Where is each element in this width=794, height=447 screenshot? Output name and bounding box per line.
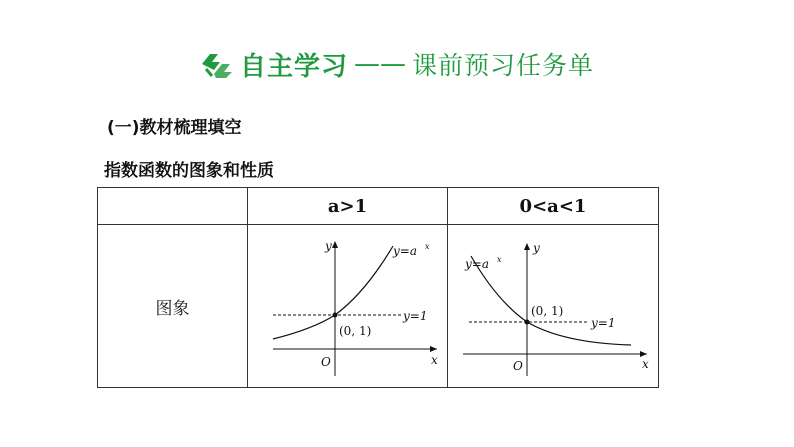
page-header [0, 44, 794, 84]
table-header-row [98, 188, 659, 225]
table-row-graph [98, 225, 659, 388]
section-label: (一)教材梳理填空 [107, 118, 242, 138]
header-subtitle: 课前预习任务单 [412, 51, 595, 80]
intercept-point [525, 320, 530, 325]
exponential-growth-curve [273, 246, 393, 339]
y-axis-arrow-icon [524, 243, 530, 250]
graph-cell-growth [248, 225, 448, 388]
y-axis-label: y [324, 239, 332, 253]
growth-graph [253, 231, 443, 381]
x-axis-label: x [430, 353, 438, 367]
point-label: (0, 1) [531, 304, 564, 318]
column-header-label: 0<a<1 [519, 195, 587, 217]
curve-label: y=a [392, 244, 417, 258]
logo-icon [200, 49, 234, 79]
origin-label: O [320, 355, 331, 369]
header-title: 自主学习 [239, 51, 348, 82]
table-corner-cell [98, 188, 248, 225]
properties-table [97, 187, 659, 388]
column-header-label: a>1 [327, 195, 368, 217]
intercept-point [332, 313, 337, 318]
header-dash: —— [354, 49, 406, 79]
curve-exponent: x [497, 255, 502, 264]
graph-cell-decay [448, 225, 659, 388]
x-axis-arrow-icon [430, 346, 437, 352]
column-header-a-lt-1 [448, 188, 659, 225]
curve-label: y=a [465, 257, 489, 271]
y-axis-arrow-icon [332, 241, 338, 248]
column-header-a-gt-1 [248, 188, 448, 225]
x-axis-label: x [642, 357, 649, 371]
topic-title: 指数函数的图象和性质 [104, 161, 274, 181]
decay-graph [453, 231, 653, 381]
exponential-decay-curve [471, 256, 631, 345]
point-label: (0, 1) [338, 324, 371, 338]
line-label: y=1 [402, 309, 427, 323]
row-label-graph: 图象 [98, 225, 248, 388]
origin-label: O [513, 359, 523, 373]
y-axis-label: y [533, 241, 540, 255]
line-label: y=1 [591, 316, 616, 330]
curve-exponent: x [424, 242, 430, 251]
